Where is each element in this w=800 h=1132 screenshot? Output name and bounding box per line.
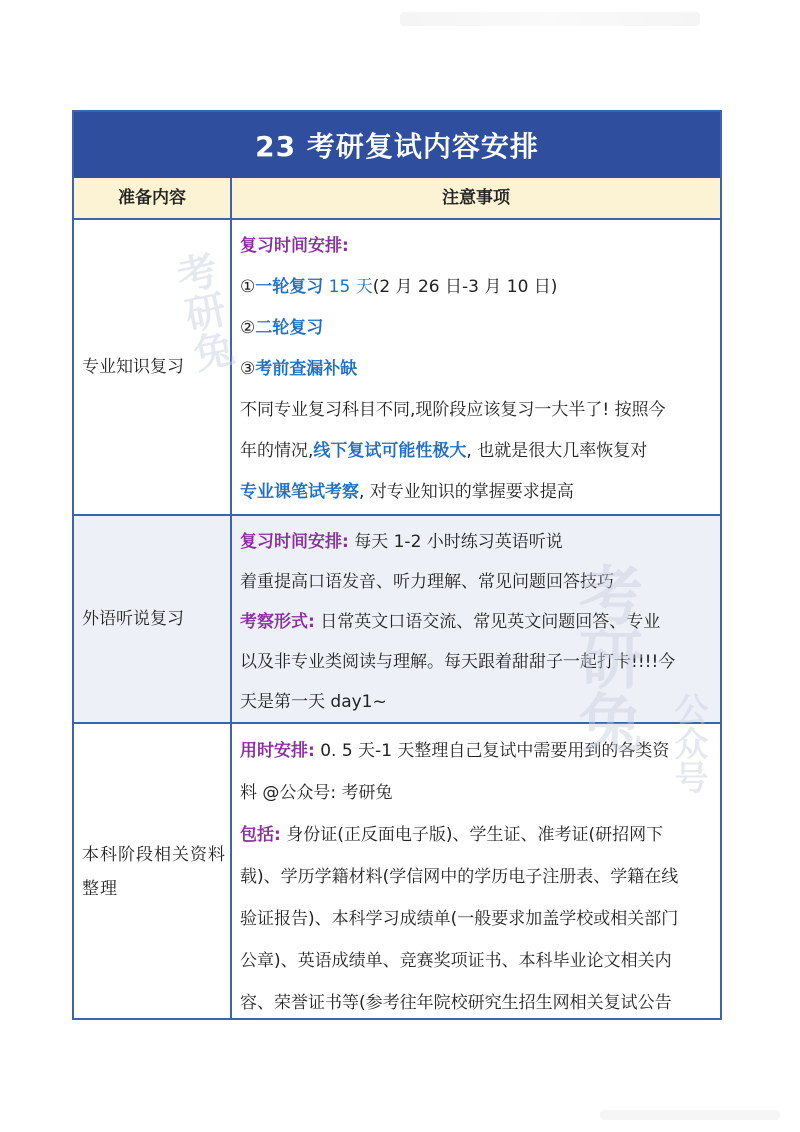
table-header-row: [74, 178, 720, 220]
materials-text-4: 公章)、英语成绩单、竞赛奖项证书、本科毕业论文相关内: [240, 951, 672, 971]
final-check-line: [240, 349, 714, 390]
schedule-document: [72, 110, 722, 1020]
time-arrangement-text: 0. 5 天-1 天整理自己复试中需要用到的各类资: [314, 741, 670, 761]
top-blur-strip: [400, 12, 700, 26]
offline-highlight: 线下复试可能性极大: [313, 441, 467, 461]
text-segment: , 也就是很大几率恢复对: [466, 441, 648, 461]
materials-text-3: 验证报告)、本科学习成绩单(一般要求加盖学校或相关部门: [240, 909, 679, 929]
row-notes-materials: [232, 724, 720, 1020]
bottom-blur-strip: [600, 1110, 780, 1120]
language-text-2: 以及非专业类阅读与理解。每天跟着甜甜子一起打卡!!!!今: [240, 652, 676, 672]
text-segment: , 对专业知识的掌握要求提高: [359, 482, 574, 502]
first-round-label: 一轮复习: [255, 277, 324, 297]
row-label-language-review: 外语听说复习: [74, 516, 232, 722]
watermark-logo: 公众号: [668, 692, 708, 794]
header-notes: 注意事项: [442, 187, 510, 208]
review-schedule-label: 复习时间安排:: [240, 236, 349, 256]
major-review-text-1: 不同专业复习科目不同,现阶段应该复习一大半了! 按照今: [240, 400, 666, 420]
includes-line: [240, 814, 714, 856]
materials-text-5: 容、荣誉证书等(参考往年院校研究生招生网相关复试公告: [240, 993, 672, 1013]
materials-text-1: 料 @公众号: 考研兔: [240, 783, 393, 803]
first-round-days: 15 天: [323, 277, 373, 297]
circled-2: ②: [240, 318, 256, 338]
row-notes-major-review: [232, 220, 720, 514]
document-title: 23 考研复试内容安排: [74, 112, 720, 178]
second-round-label: 二轮复习: [255, 318, 324, 338]
exam-form-label: 考察形式:: [240, 612, 315, 632]
row-notes-language-review: [232, 516, 720, 722]
language-schedule-line: [240, 522, 714, 562]
language-focus-line: 着重提高口语发音、听力理解、常见问题回答技巧: [240, 572, 614, 592]
text-segment: 年的情况,: [240, 441, 314, 461]
time-arrangement-label: 用时安排:: [240, 741, 315, 761]
second-round-line: [240, 308, 714, 349]
circled-1: ①: [240, 277, 256, 297]
table-row-major-review: [74, 220, 720, 516]
exam-form-line: [240, 602, 714, 642]
table-row-language-review: [74, 516, 720, 724]
first-round-line: [240, 267, 714, 308]
circled-3: ③: [240, 359, 256, 379]
major-review-text-3: [240, 472, 714, 513]
table-row-materials: [74, 724, 720, 1020]
row-label-materials: 本科阶段相关资料整理: [74, 724, 232, 1020]
first-round-dates: (2 月 26 日-3 月 10 日): [372, 277, 558, 297]
watermark-logo: 考研兔: [568, 562, 642, 754]
includes-label: 包括:: [240, 825, 281, 845]
final-check-label: 考前查漏补缺: [255, 359, 358, 379]
header-prep-content: 准备内容: [74, 178, 232, 218]
watermark-logo: 考研兔: [167, 248, 237, 376]
language-schedule-text: 每天 1-2 小时练习英语听说: [348, 532, 563, 552]
major-review-text-2: [240, 431, 714, 472]
exam-form-text: 日常英文口语交流、常见英文问题回答、专业: [314, 612, 661, 632]
written-exam-highlight: 专业课笔试考察: [240, 482, 359, 502]
time-arrangement-line: [240, 730, 714, 772]
language-schedule-label: 复习时间安排:: [240, 532, 349, 552]
row-label-major-review: 专业知识复习: [74, 220, 232, 514]
includes-text: 身份证(正反面电子版)、学生证、准考证(研招网下: [280, 825, 664, 845]
materials-text-2: 载)、学历学籍材料(学信网中的学历电子注册表、学籍在线: [240, 867, 679, 887]
language-text-3: 天是第一天 day1~: [240, 692, 387, 712]
